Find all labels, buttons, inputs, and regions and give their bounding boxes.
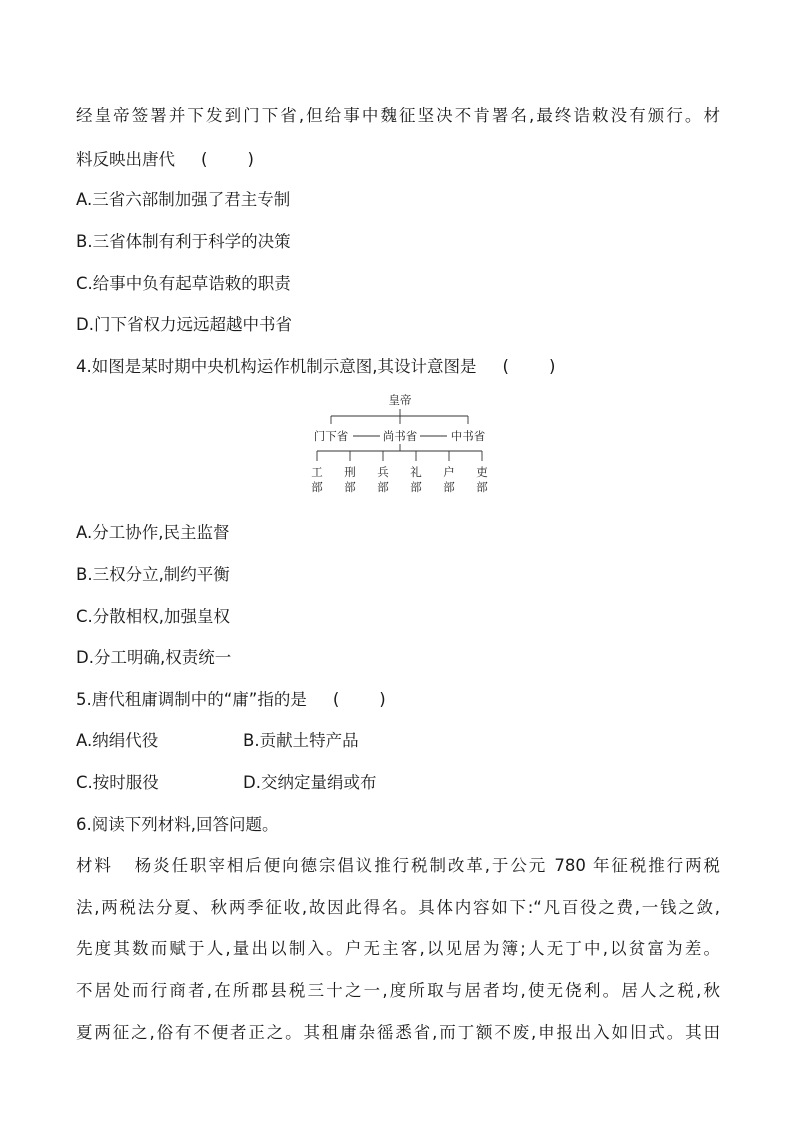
q5-stem-text: 5.唐代租庸调制中的“庸”指的是 [76,690,307,709]
paren-close: ) [247,150,254,169]
q6-line-1-text: 杨炎任职宰相后便向德宗倡议推行税制改革,于公元 780 年征税推行两税 [132,856,720,875]
paren-close: ) [548,357,556,376]
q6-material-line-1 [76,854,720,878]
q6-material-line-5: 夏两征之,俗有不便者正之。其租庸杂徭悉省,而丁额不废,申报出入如旧式。其田 [76,1023,720,1042]
paren-close: ) [379,690,386,709]
org-diagram [300,388,500,500]
q3-option-d: D.门下省权力远远超越中书省 [76,315,292,334]
q3-option-a: A.三省六部制加强了君主专制 [76,190,291,209]
node-ministry-justice: 刑 [344,465,356,479]
q5-option-b: B.贡献土特产品 [243,731,359,750]
node-ministry-war: 兵 [377,465,389,479]
paren-open: ( [502,357,509,376]
q4-stem [76,355,555,379]
material-label: 材料 [76,856,113,875]
node-emperor: 皇帝 [388,393,412,407]
node-ministry-works-b: 部 [311,480,323,494]
q5-option-d: D.交纳定量绢或布 [243,773,377,792]
q4-option-d: D.分工明确,权责统一 [76,648,232,667]
q5-option-c: C.按时服役 [76,773,159,792]
q6-material-line-4: 不居处而行商者,在所郡县税三十之一,度所取与居者均,使无侥利。居人之税,秋 [76,981,720,1000]
q6-material-line-2: 法,两税法分夏、秋两季征收,故因此得名。具体内容如下:“凡百役之费,一钱之敛, [76,898,720,917]
q3-option-c: C.给事中负有起草诰敕的职责 [76,274,291,293]
node-ministry-works: 工 [311,465,323,479]
q4-stem-text: 4.如图是某时期中央机构运作机制示意图,其设计意图是 [76,357,477,376]
material-line-1: 经皇帝签署并下发到门下省,但给事中魏征坚决不肯署名,最终诰敕没有颁行。材 [76,106,720,125]
node-ministry-rites-b: 部 [410,480,422,494]
node-zhongshu: 中书省 [450,429,486,443]
node-ministry-war-b: 部 [377,480,389,494]
paren-open: ( [201,150,208,169]
material-line-2 [76,148,254,172]
q6-stem: 6.阅读下列材料,回答问题。 [76,815,279,834]
q3-option-b: B.三省体制有利于科学的决策 [76,232,291,251]
node-ministry-personnel-b: 部 [476,480,488,494]
node-ministry-revenue-b: 部 [443,480,455,494]
node-shangshu: 尚书省 [382,429,418,443]
node-ministry-personnel: 吏 [476,465,488,479]
q6-material-line-3: 先度其数而赋于人,量出以制入。户无主客,以见居为簿;人无丁中,以贫富为差。 [76,939,720,958]
material-line-2-text: 料反映出唐代 [76,150,175,169]
answer-blank-q3 [201,148,254,172]
q5-stem [76,688,386,712]
node-menxia: 门下省 [313,429,349,443]
node-ministry-justice-b: 部 [344,480,356,494]
node-ministry-rites: 礼 [410,465,422,479]
q5-option-a: A.纳绢代役 [76,731,159,750]
q4-option-c: C.分散相权,加强皇权 [76,607,231,626]
paren-open: ( [332,690,340,709]
answer-blank-q4 [503,355,556,379]
q4-option-a: A.分工协作,民主监督 [76,523,230,542]
node-ministry-revenue: 户 [443,465,455,479]
answer-blank-q5 [333,688,386,712]
q4-option-b: B.三权分立,制约平衡 [76,565,230,584]
